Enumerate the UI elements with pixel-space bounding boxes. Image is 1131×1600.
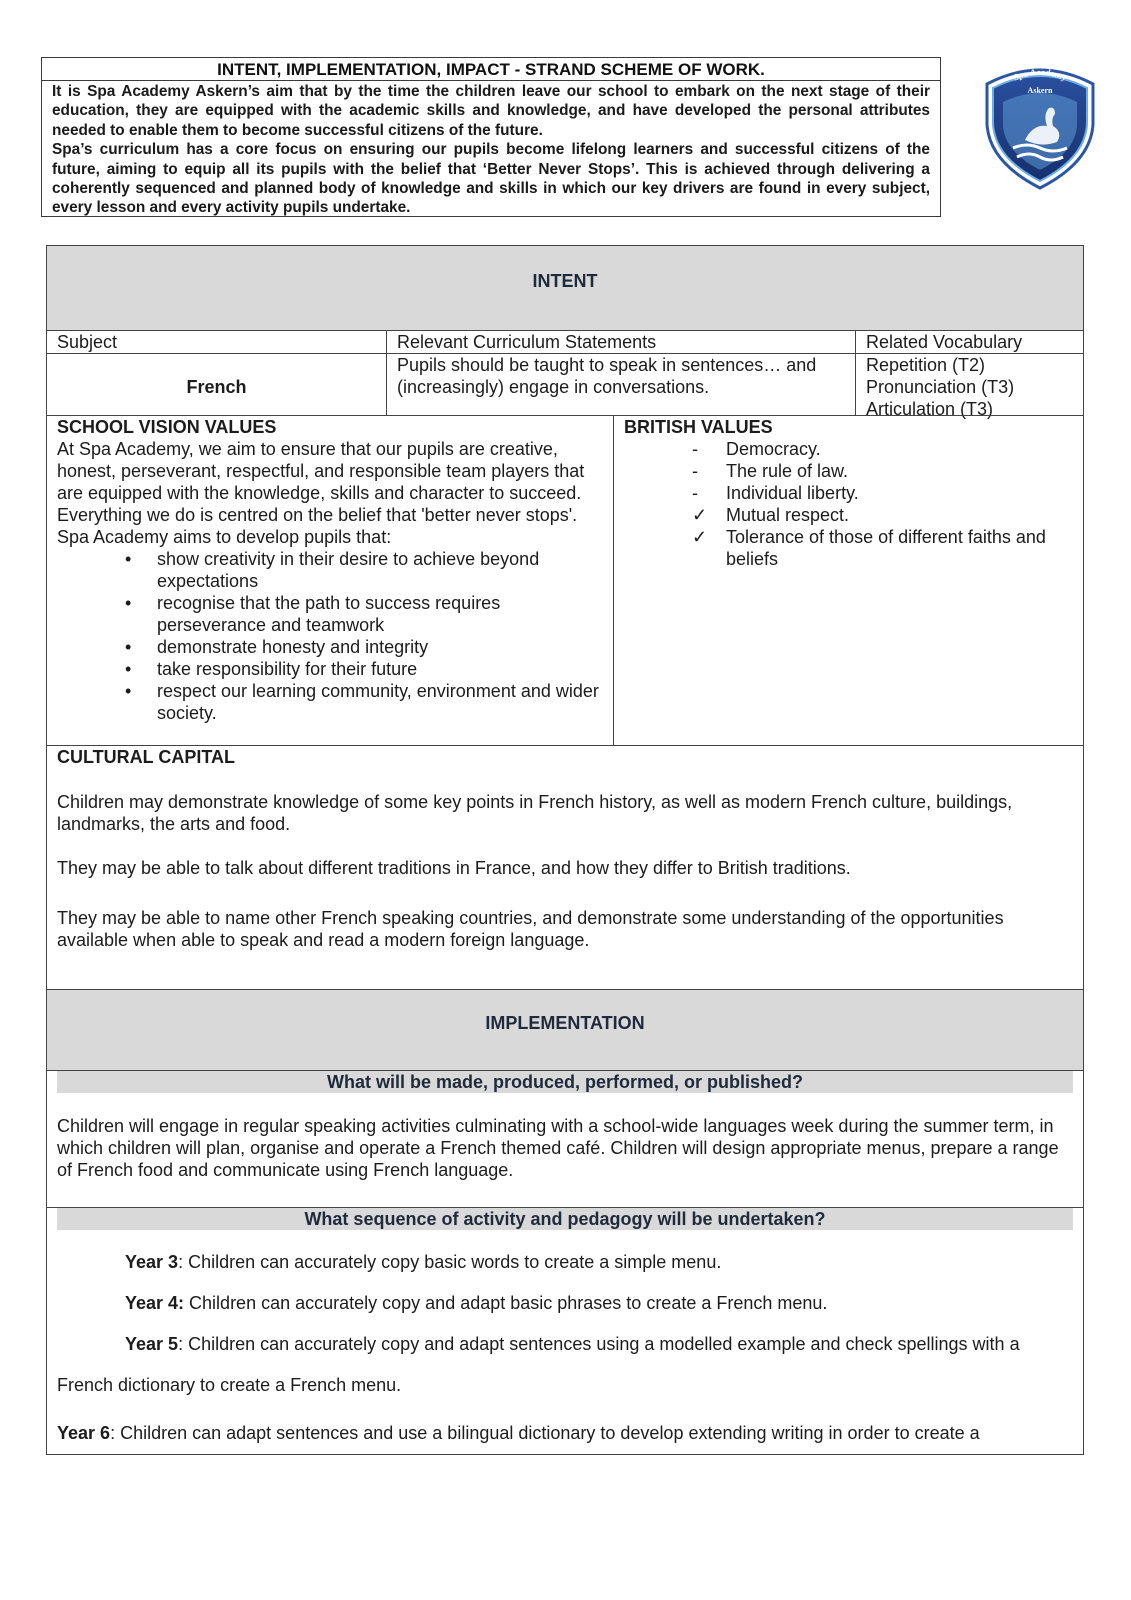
dash-icon: - [692,483,698,503]
cultural-capital-paragraph: They may be able to name other French speaking countries, and demonstrate some understanding of the opportunities available when able to speak and read a modern foreign language. [57,908,1004,950]
school-vision-belief: Everything we do is centred on the belief that 'better never stops'. Spa Academy aims to develop pupils that: [57,505,578,547]
british-values-section [624,416,1074,570]
header-statement [42,81,940,218]
bullet-icon: • [125,681,132,701]
checkmark-icon: ✓ [692,527,708,547]
british-values-heading: BRITISH VALUES [624,417,773,437]
list-item: • respect our learning community, environment and wider society. [125,681,599,723]
dash-icon: - [692,461,698,481]
dash-icon: - [692,439,698,459]
crest-location: Askern [1027,86,1053,95]
vocabulary-item: Repetition (T2) [866,355,986,375]
list-item: - Democracy. [692,439,821,459]
list-item: • demonstrate honesty and integrity [125,637,429,657]
list-item: ✓ Mutual respect. [692,505,850,525]
bullet-icon: • [125,593,132,613]
sequence-heading: What sequence of activity and pedagogy will be undertaken? [57,1208,1073,1230]
checkmark-icon: ✓ [692,505,708,525]
curriculum-focus-paragraph: Spa’s curriculum has a core focus on ensuring our pupils become lifelong learners and successful citizens of the future, aiming to equip all its pupils with the belief that ‘Better Never Stops’. This is achieved through delivering a coherently sequenced and planned body of knowledge and skills in which our key drivers are found in every subject, every lesson and every activity pupils undertake. [52,141,930,217]
document-title: INTENT, IMPLEMENTATION, IMPACT - STRAND SCHEME OF WORK. [42,58,940,81]
implementation-heading: IMPLEMENTATION [47,990,1083,1070]
school-vision-heading: SCHOOL VISION VALUES [57,417,277,437]
vocabulary-item: Pronunciation (T3) [866,377,1015,397]
list-item: - The rule of law. [692,461,849,481]
year-5-statement-continued: French dictionary to create a French menu. [57,1375,402,1395]
cultural-capital-paragraph: Children may demonstrate knowledge of some key points in French history, as well as modern French culture, buildings, landmarks, the arts and food. [57,792,1013,834]
cultural-capital-heading: CULTURAL CAPITAL [57,747,235,767]
school-vision-intro: At Spa Academy, we aim to ensure that our pupils are creative, honest, perseverant, respectful, and responsible team players that are equipped with the knowledge, skills and character to succeed. [57,439,585,503]
aim-paragraph: It is Spa Academy Askern’s aim that by the time the children leave our school to embark on the next stage of their education, they are equipped with the academic skills and knowledge, and have developed the personal attributes needed to enable them to become successful citizens of the future. [52,83,930,139]
vocabulary-list [866,354,1014,420]
list-item: • recognise that the path to success requires perseverance and teamwork [125,593,501,635]
year-6-statement: Year 6: Children can adapt sentences and use a bilingual dictionary to develop extending writing in order to create a [57,1423,980,1443]
intent-heading: INTENT [47,246,1083,330]
scheme-table [46,245,1084,1455]
list-item: • show creativity in their desire to achieve beyond expectations [125,549,540,591]
list-item: - Individual liberty. [692,483,859,503]
curriculum-statement: Pupils should be taught to speak in sentences… and (increasingly) engage in conversations. [397,355,817,397]
school-aims-list [57,548,605,724]
year-5-statement: Year 5: Children can accurately copy and adapt sentences using a modelled example and check spellings with a [125,1334,1020,1354]
vocabulary-item: Articulation (T3) [866,399,994,419]
scheme-header-box [41,57,941,217]
curriculum-column-header: Relevant Curriculum Statements [397,332,657,352]
school-crest-logo [983,62,1097,190]
list-item: • take responsibility for their future [125,659,418,679]
bullet-icon: • [125,637,132,657]
school-vision-section [57,416,605,724]
bullet-icon: • [125,659,132,679]
crest-school-name: Spa Academy [1011,66,1069,83]
british-values-list [624,438,1074,570]
subject-column-header: Subject [57,332,118,352]
made-produced-heading: What will be made, produced, performed, or published? [57,1071,1073,1093]
bullet-icon: • [125,549,132,569]
year-3-statement: Year 3: Children can accurately copy basic words to create a simple menu. [125,1252,722,1272]
subject-value: French [186,377,247,397]
cultural-capital-text [57,791,1067,951]
year-4-statement: Year 4: Children can accurately copy and adapt basic phrases to create a French menu. [125,1293,828,1313]
cultural-capital-paragraph: They may be able to talk about different traditions in France, and how they differ to British traditions. [57,858,851,878]
vocabulary-column-header: Related Vocabulary [866,332,1023,352]
made-produced-text: Children will engage in regular speaking activities culminating with a school-wide languages week during the summer term, in which children will plan, organise and operate a French themed café. Children will design appropriate menus, prepare a range of French food and communicate using French language. [57,1116,1059,1180]
list-item: ✓ Tolerance of those of different faiths and beliefs [692,527,1046,569]
